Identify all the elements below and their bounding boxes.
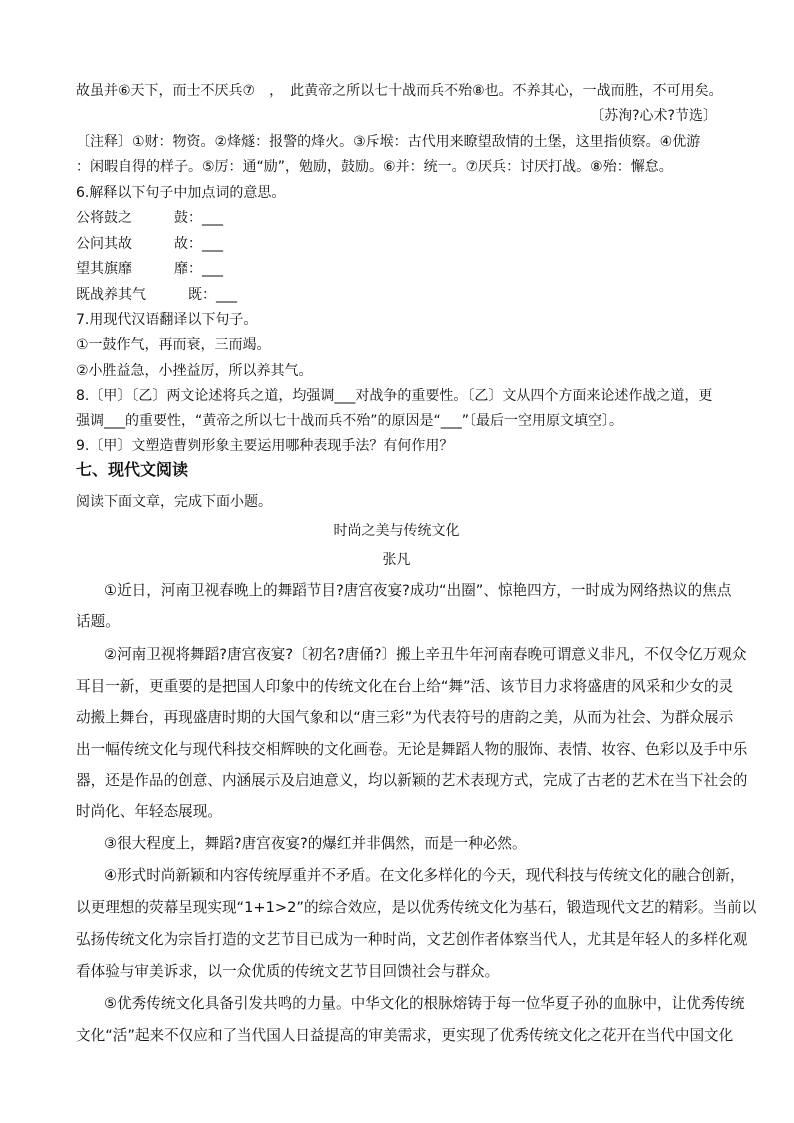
paragraph-line: 耳目一新，更重要的是把国人印象中的传统文化在台上给“舞”活、该节目力求将盛唐的风采和少女的灵: [76, 678, 734, 695]
question-8-cont: 强调___的重要性，“黄帝之所以七十战而兵不殆”的原因是“___”〔最后一空用原文填空〕。: [76, 413, 624, 429]
paragraph-line: ③很大程度上，舞蹈?唐宫夜宴?的爆红并非偶然，而是一种必然。: [104, 835, 527, 852]
annotation-line: 〔注释〕①财：物资。②烽燧：报警的烽火。③斥堠：古代用来瞭望敌情的土堡，这里指侦察。④优游: [76, 134, 701, 150]
paragraph-line: 以更理想的荧幕呈现实现“1+1>2”的综合效应，是以优秀传统文化为基石，锻造现代文艺的精彩。当前以: [76, 899, 757, 916]
question-6: 6.解释以下句子中加点词的意思。: [76, 185, 286, 201]
question-item: 公将鼓之 鼓：___: [76, 210, 223, 226]
paragraph-line: 时尚化、年轻态展现。: [76, 803, 222, 820]
article-author: 张凡: [382, 552, 411, 568]
paragraph-line: 文化“活”起来不仅应和了当代国人日益提高的审美需求，更实现了优秀传统文化之花开在当代中国文化: [76, 1027, 734, 1044]
paragraph-line: 看体验与审美诉求，以一众优质的传统文艺节目回馈社会与群众。: [76, 963, 500, 980]
question-8: 8.〔甲〕〔乙〕两文论述将兵之道，均强调___对战争的重要性。〔乙〕文从四个方面来论述作战之道，更: [76, 388, 713, 404]
question-item: 公问其故 故：___: [76, 236, 223, 252]
paragraph-line: 动搬上舞台，再现盛唐时期的大国气象和以“唐三彩”为代表符号的唐韵之美，从而为社会、为群众展示: [76, 709, 734, 726]
paragraph-line: ②河南卫视将舞蹈?唐宫夜宴?〔初名?唐俑?〕搬上辛丑牛年河南春晚可谓意义非凡，不仅令亿万观众: [104, 646, 747, 663]
article-title: 时尚之美与传统文化: [333, 523, 460, 539]
text-line: 故虽并⑥天下，而士不厌兵⑦ ， 此黄帝之所以七十战而兵不殆⑧也。不养其心，一战而胜，不可用矣。: [76, 83, 723, 99]
annotation-line: ：闲暇自得的样子。⑤厉：通“励”，勉励，鼓励。⑥并：统一。⑦厌兵：讨厌打战。⑧殆：懈怠。: [76, 159, 673, 175]
paragraph-line: ①近日，河南卫视春晚上的舞蹈节目?唐宫夜宴?成功“出圈”、惊艳四方，一时成为网络热议的焦点: [104, 582, 732, 599]
paragraph-line: 话题。: [76, 613, 120, 630]
question-item: 望其旗靡 靡：___: [76, 261, 223, 277]
paragraph-line: 器，还是作品的创意、内涵展示及启迪意义，均以新颖的艺术表现方式，完成了古老的艺术在当下社会的: [76, 772, 748, 789]
question-item: 既战养其气 既：___: [76, 287, 237, 303]
paragraph-line: 弘扬传统文化为宗旨打造的文艺节目已成为一种时尚，文艺创作者体察当代人，尤其是年轻人的多样化观: [76, 931, 748, 948]
paragraph-line: ④形式时尚新颖和内容传统厚重并不矛盾。在文化多样化的今天，现代科技与传统文化的融合创新，: [104, 867, 745, 884]
paragraph-line: ⑤优秀传统文化具备引发共鸣的力量。中华文化的根脉熔铸于每一位华夏子孙的血脉中，让优秀传统: [104, 995, 745, 1012]
question-item: ②小胜益急，小挫益厉，所以养其气。: [76, 363, 313, 379]
source-citation: 〔苏洵?心术?节选〕: [590, 108, 717, 124]
question-7: 7.用现代汉语翻译以下句子。: [76, 312, 258, 328]
question-item: ①一鼓作气，再而衰，三而竭。: [76, 337, 271, 353]
paragraph-line: 出一幅传统文化与现代科技交相辉映的文化画卷。无论是舞蹈人物的服饰、表情、妆容、色彩以及手中乐: [76, 741, 748, 758]
section-heading: 七、现代文阅读: [76, 460, 189, 479]
instruction: 阅读下面文章，完成下面小题。: [76, 494, 272, 510]
question-9: 9.〔甲〕文塑造曹刿形象主要运用哪种表现手法？有何作用？: [76, 438, 454, 454]
